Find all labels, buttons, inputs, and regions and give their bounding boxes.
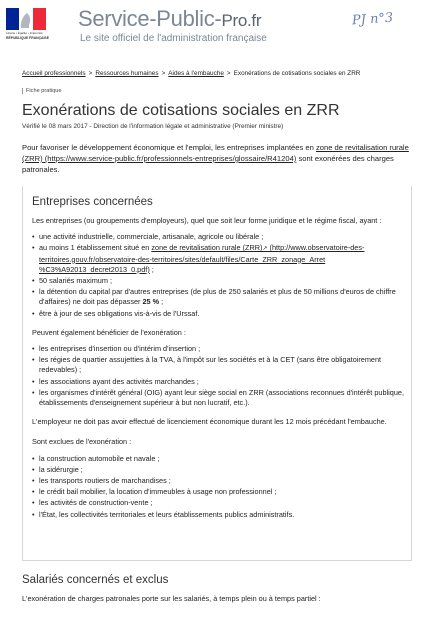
section-title: Entreprises concernées (32, 196, 153, 208)
fiche-type-tag: Fiche pratique (22, 88, 61, 94)
list-item: • les organismes d'intérêt général (OIG) ayant leur siège social en ZRR (associations reconnues d'intérêt publique, établissements d'enseignement supérieur à but non lucratif, etc.). (32, 388, 404, 408)
handwritten-annotation: PJ n°3 (351, 10, 394, 29)
section-lead: Peuvent également bénéficier de l'exonération : (32, 327, 186, 337)
section-entreprises-concernees (22, 186, 412, 561)
section-note: L'employeur ne doit pas avoir effectué de licenciement économique durant les 12 mois précédant l'embauche. (32, 417, 387, 427)
eligible-list (32, 344, 404, 408)
breadcrumb-aides[interactable]: Aides à l'embauche (168, 70, 224, 77)
breadcrumb-separator: > (226, 70, 231, 77)
criteria-list (32, 232, 404, 319)
zrr-glossary-link[interactable]: zone de revitalisation rurale (ZRR) (https://www.service-public.fr/professionnels-entreprises/glossaire/R41204) (22, 143, 409, 163)
link-text: zone de revitalisation rurale (ZRR) (151, 243, 263, 253)
list-emphasis: 25 % (142, 297, 160, 307)
list-item: • les associations ayant des activités marchandes ; (32, 377, 404, 387)
republic-label: RÉPUBLIQUE FRANÇAISE (6, 36, 49, 40)
list-item: • les entreprises d'insertion ou d'intérim d'insertion ; (32, 344, 404, 354)
breadcrumb-current: Exonérations de cotisations sociales en ZRR (233, 70, 361, 77)
breadcrumb-home[interactable]: Accueil professionnels (22, 70, 86, 77)
site-brand[interactable] (78, 6, 261, 32)
list-item: • les régies de quartier assujetties à la TVA, à l'impôt sur les sociétés et à la CET (sans être obligatoirement redevables) ; (32, 355, 404, 375)
section-text: L'exonération de charges patronales porte sur les salariés, à temps plein ou à temps partiel : (22, 594, 321, 603)
french-flag-icon (6, 8, 46, 30)
breadcrumb (22, 70, 360, 77)
list-item (32, 243, 404, 275)
section-lead: Les entreprises (ou groupements d'employeurs), quel que soit leur forme juridique et le régime fiscal, ayant : (32, 216, 382, 225)
list-item: • la construction automobile et navale ; (32, 454, 404, 464)
breadcrumb-separator: > (161, 70, 166, 77)
external-link-icon: ↗ (262, 246, 268, 253)
list-item: • la sidérurgie ; (32, 465, 404, 475)
intro-after: sont exonérées des charges patronales. (22, 154, 394, 174)
list-item (32, 287, 404, 307)
list-item: • être à jour de ses obligations vis-à-vis de l'Urssaf. (32, 309, 404, 319)
section-title: Salariés concernés et exclus (22, 574, 169, 586)
list-text: ; (149, 264, 154, 274)
section-lead: Sont exclues de l'exonération : (32, 437, 132, 447)
list-item: • l'État, les collectivités territoriales et leurs établissements publics administratifs. (32, 510, 404, 520)
page-title: Exonérations de cotisations sociales en ZRR (22, 102, 340, 119)
list-item: • les activités de construction-vente ; (32, 498, 404, 508)
list-text: au moins 1 établissement situé en (39, 243, 152, 253)
intro-before: Pour favoriser le développement économique et l'emploi, les entreprises implantées en (22, 143, 316, 152)
list-text: la détention du capital par d'autres entreprises (de plus de 250 salariés et plus de 50 millions d'euros de chiffre d'affaires) ne doit pas dépasser (39, 287, 396, 307)
brand-pro: Pro.fr (221, 11, 262, 30)
list-item: • le crédit bail mobilier, la location d'immeubles à usage non professionnel ; (32, 487, 404, 497)
excluded-list (32, 454, 404, 520)
section-content (32, 216, 404, 529)
site-tagline: Le site officiel de l'administration française (80, 33, 267, 44)
intro-paragraph (22, 142, 414, 175)
motto: Liberté • Égalité • Fraternité (6, 31, 43, 35)
list-item: • 50 salariés maximum ; (32, 276, 404, 286)
list-item: • les transports routiers de marchandises ; (32, 476, 404, 486)
breadcrumb-rh[interactable]: Ressources humaines (95, 70, 159, 77)
breadcrumb-separator: > (88, 70, 93, 77)
marianne-logo[interactable] (6, 8, 49, 44)
list-item: • une activité industrielle, commerciale, artisanale, agricole ou libérale ; (32, 232, 404, 242)
verification-date: Vérifié le 08 mars 2017 - Direction de l'information légale et administrative (Premier ministre) (22, 123, 284, 130)
brand-main: Service-Public- (78, 6, 222, 31)
link-url: (http://www.observatoire-des-territoires.gouv.fr/observatoire-des-territoires/sites/default/files/Carte_ZRR_zonage_Arret %C3%A92013_decret2013_0.pdf) (39, 243, 365, 274)
list-text: ; (161, 297, 164, 307)
section-salaries-concernes (22, 574, 414, 603)
